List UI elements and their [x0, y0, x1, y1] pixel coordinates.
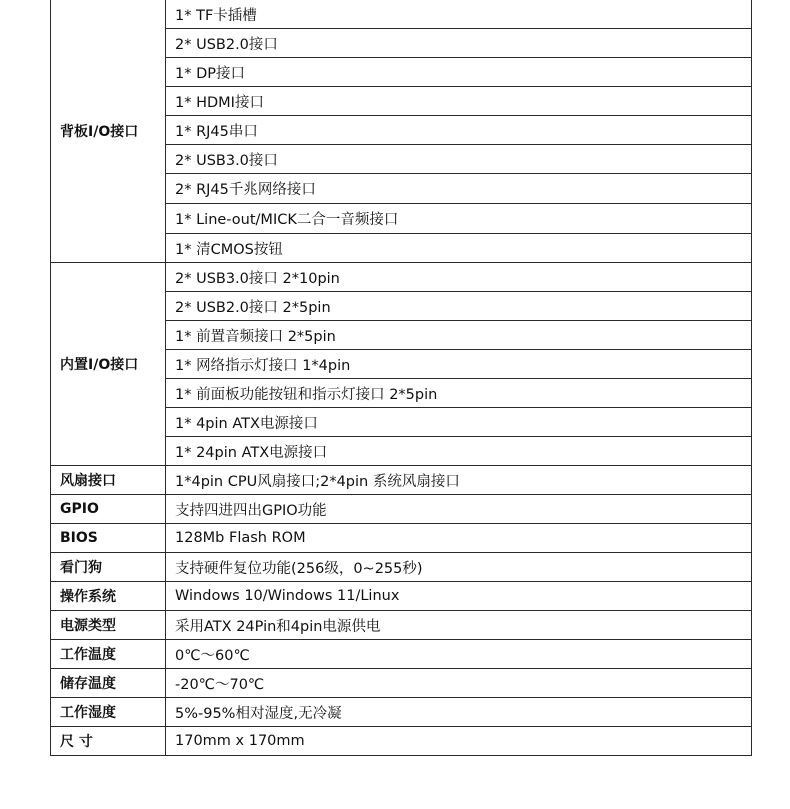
cell-value: 1* 24pin ATX电源接口 — [166, 437, 752, 466]
cell-value: 采用ATX 24Pin和4pin电源供电 — [166, 611, 752, 640]
cell-value: 1* DP接口 — [166, 58, 752, 87]
table-row — [51, 611, 752, 640]
cell-value: -20℃～70℃ — [166, 669, 752, 698]
row-label-storage-temp: 储存温度 — [51, 669, 166, 698]
cell-value: 1* 4pin ATX电源接口 — [166, 408, 752, 437]
cell-value: 1*4pin CPU风扇接口;2*4pin 系统风扇接口 — [166, 466, 752, 495]
row-label-fan: 风扇接口 — [51, 466, 166, 495]
table-row — [51, 0, 752, 29]
table-row — [51, 263, 752, 292]
cell-value: 1* RJ45串口 — [166, 116, 752, 145]
cell-value: 2* USB3.0接口 2*10pin — [166, 263, 752, 292]
row-label-bios: BIOS — [51, 524, 166, 553]
table-row — [51, 553, 752, 582]
cell-value: 170mm x 170mm — [166, 727, 752, 756]
cell-value: 2* USB3.0接口 — [166, 145, 752, 174]
row-label-size: 尺 寸 — [51, 727, 166, 756]
row-label-internal-io: 内置I/O接口 — [51, 263, 166, 466]
cell-value: 支持四进四出GPIO功能 — [166, 495, 752, 524]
cell-value: 1* 网络指示灯接口 1*4pin — [166, 350, 752, 379]
cell-value: 0℃～60℃ — [166, 640, 752, 669]
spec-table — [50, 0, 752, 756]
cell-value: 1* TF卡插槽 — [166, 0, 752, 29]
cell-value: 2* RJ45千兆网络接口 — [166, 174, 752, 204]
cell-value: Windows 10/Windows 11/Linux — [166, 582, 752, 611]
cell-value: 1* Line-out/MICK二合一音频接口 — [166, 204, 752, 234]
cell-value: 128Mb Flash ROM — [166, 524, 752, 553]
row-label-gpio: GPIO — [51, 495, 166, 524]
row-label-os: 操作系统 — [51, 582, 166, 611]
row-label-humidity: 工作湿度 — [51, 698, 166, 727]
cell-value: 1* 前置音频接口 2*5pin — [166, 321, 752, 350]
table-row — [51, 495, 752, 524]
table-row — [51, 524, 752, 553]
row-label-watchdog: 看门狗 — [51, 553, 166, 582]
table-row — [51, 466, 752, 495]
table-row — [51, 698, 752, 727]
table-row — [51, 727, 752, 756]
cell-value: 1* HDMI接口 — [166, 87, 752, 116]
table-row — [51, 669, 752, 698]
row-label-power: 电源类型 — [51, 611, 166, 640]
table-row — [51, 640, 752, 669]
row-label-op-temp: 工作温度 — [51, 640, 166, 669]
cell-value: 5%-95%相对湿度,无冷凝 — [166, 698, 752, 727]
cell-value: 2* USB2.0接口 2*5pin — [166, 292, 752, 321]
cell-value: 支持硬件复位功能(256级，0~255秒) — [166, 553, 752, 582]
cell-value: 1* 清CMOS按钮 — [166, 234, 752, 263]
cell-value: 1* 前面板功能按钮和指示灯接口 2*5pin — [166, 379, 752, 408]
row-label-rear-io: 背板I/O接口 — [51, 0, 166, 263]
cell-value: 2* USB2.0接口 — [166, 29, 752, 58]
table-row — [51, 582, 752, 611]
